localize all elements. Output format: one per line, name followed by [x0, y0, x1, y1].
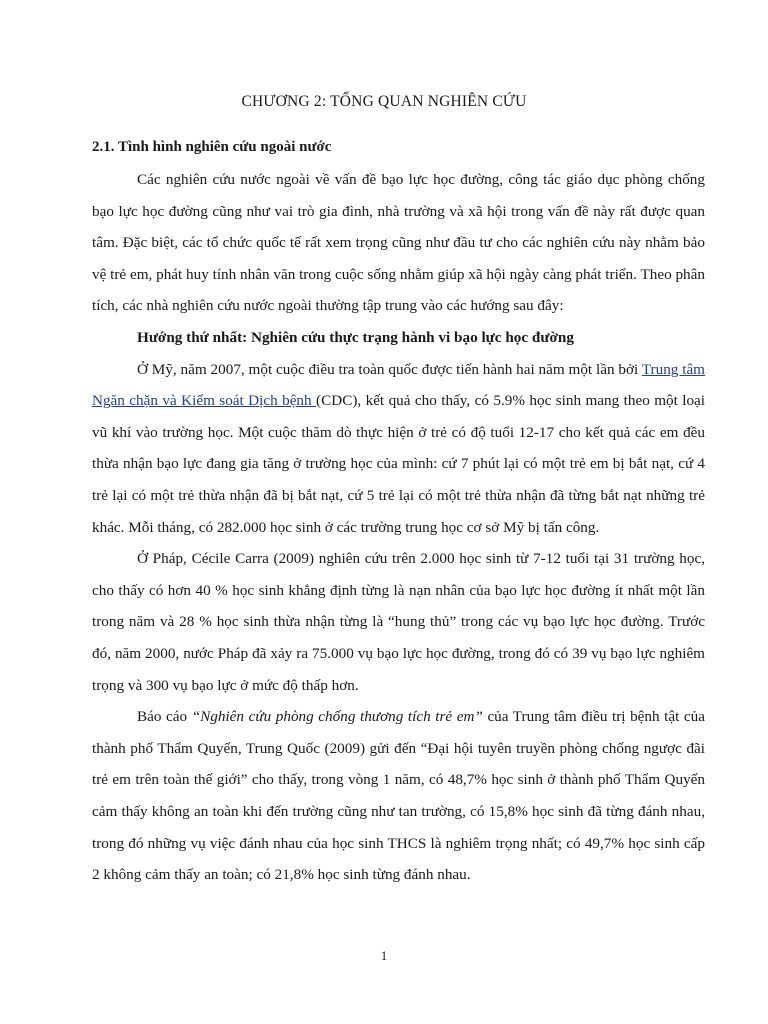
usa-paragraph: [92, 354, 705, 544]
page-number: 1: [380, 948, 388, 963]
france-paragraph: Ở Pháp, Cécile Carra (2009) nghiên cứu trên 2.000 học sinh từ 7-12 tuổi tại 31 trường học, cho thấy có hơn 40 % học sinh khẳng định từng là nạn nhân của bạo lực học đường ít nhất một lần trong năm và 28 % học sinh thừa nhận từng là “hung thủ” trong các vụ bạo lực học đường. Trước đó, năm 2000, nước Pháp đã xảy ra 75.000 vụ bạo lực học đường, trong đó có 39 vụ bạo lực nghiêm trọng và 300 vụ bạo lực ở mức độ thấp hơn.: [92, 550, 705, 694]
intro-paragraph: Các nghiên cứu nước ngoài về vấn đề bạo lực học đường, công tác giáo dục phòng chống bạo lực học đường cũng như vai trò gia đình, nhà trường và xã hội trong vấn đề này rất được quan tâm. Đặc biệt, các tổ chức quốc tế rất xem trọng cũng như đầu tư cho các nghiên cứu này nhằm bảo vệ trẻ em, phát huy tính nhân văn trong cuộc sống nhằm giúp xã hội ngày càng phát triển. Theo phân tích, các nhà nghiên cứu nước ngoài thường tập trung vào các hướng sau đây:: [92, 171, 705, 315]
usa-text-after-link: (CDC), kết quả cho thấy, có 5.9% học sinh mang theo một loại vũ khí vào trường học. Một cuộc thăm dò thực hiện ở trẻ có độ tuổi 12-17 cho kết quả các em đều thừa nhận bạo lực đang gia tăng ở trường học của mình: cứ 7 phút lại có một trẻ em bị bắt nạt, cứ 4 trẻ lại có một trẻ thừa nhận đã bị bắt nạt, cứ 5 trẻ lại có một trẻ thừa nhận đã từng bắt nạt những trẻ khác. Mỗi tháng, có 282.000 học sinh ở các trường trung học cơ sở Mỹ bị tấn công.: [92, 392, 706, 536]
china-paragraph: [92, 701, 705, 891]
chapter-title: CHƯƠNG 2: TỔNG QUAN NGHIÊN CỨU: [241, 93, 527, 110]
main-body: [92, 322, 705, 891]
section-heading: 2.1. Tình hình nghiên cứu ngoài nước: [92, 139, 332, 155]
china-text-after-italic: của Trung tâm điều trị bệnh tật của thành phố Thẩm Quyến, Trung Quốc (2009) gửi đến “Đại hội tuyên truyền phòng chống ngược đãi trẻ em trên toàn thế giới” cho thấy, trong vòng 1 năm, có 48,7% học sinh ở thành phố Thẩm Quyến cảm thấy không an toàn khi đến trường cũng như tan trường, có 15,8% học sinh đã từng đánh nhau, trong đó những vụ việc đánh nhau của học sinh THCS là nghiêm trọng nhất; có 49,7% học sinh cấp 2 không cảm thấy an toàn; có 21,8% học sinh từng đánh nhau.: [92, 708, 705, 884]
usa-text-before-link: Ở Mỹ, năm 2007, một cuộc điều tra toàn quốc được tiến hành hai năm một lần bởi: [137, 360, 642, 378]
cdc-link[interactable]: Trung tâm Ngăn chặn và Kiểm soát Dịch bệnh: [92, 360, 705, 410]
intro-block: [92, 164, 705, 322]
report-title: “Nghiên cứu phòng chống thương tích trẻ em”: [191, 708, 483, 726]
china-text-before-italic: Báo cáo: [137, 708, 192, 726]
subheading: Hướng thứ nhất: Nghiên cứu thực trạng hành vi bạo lực học đường: [137, 329, 574, 346]
